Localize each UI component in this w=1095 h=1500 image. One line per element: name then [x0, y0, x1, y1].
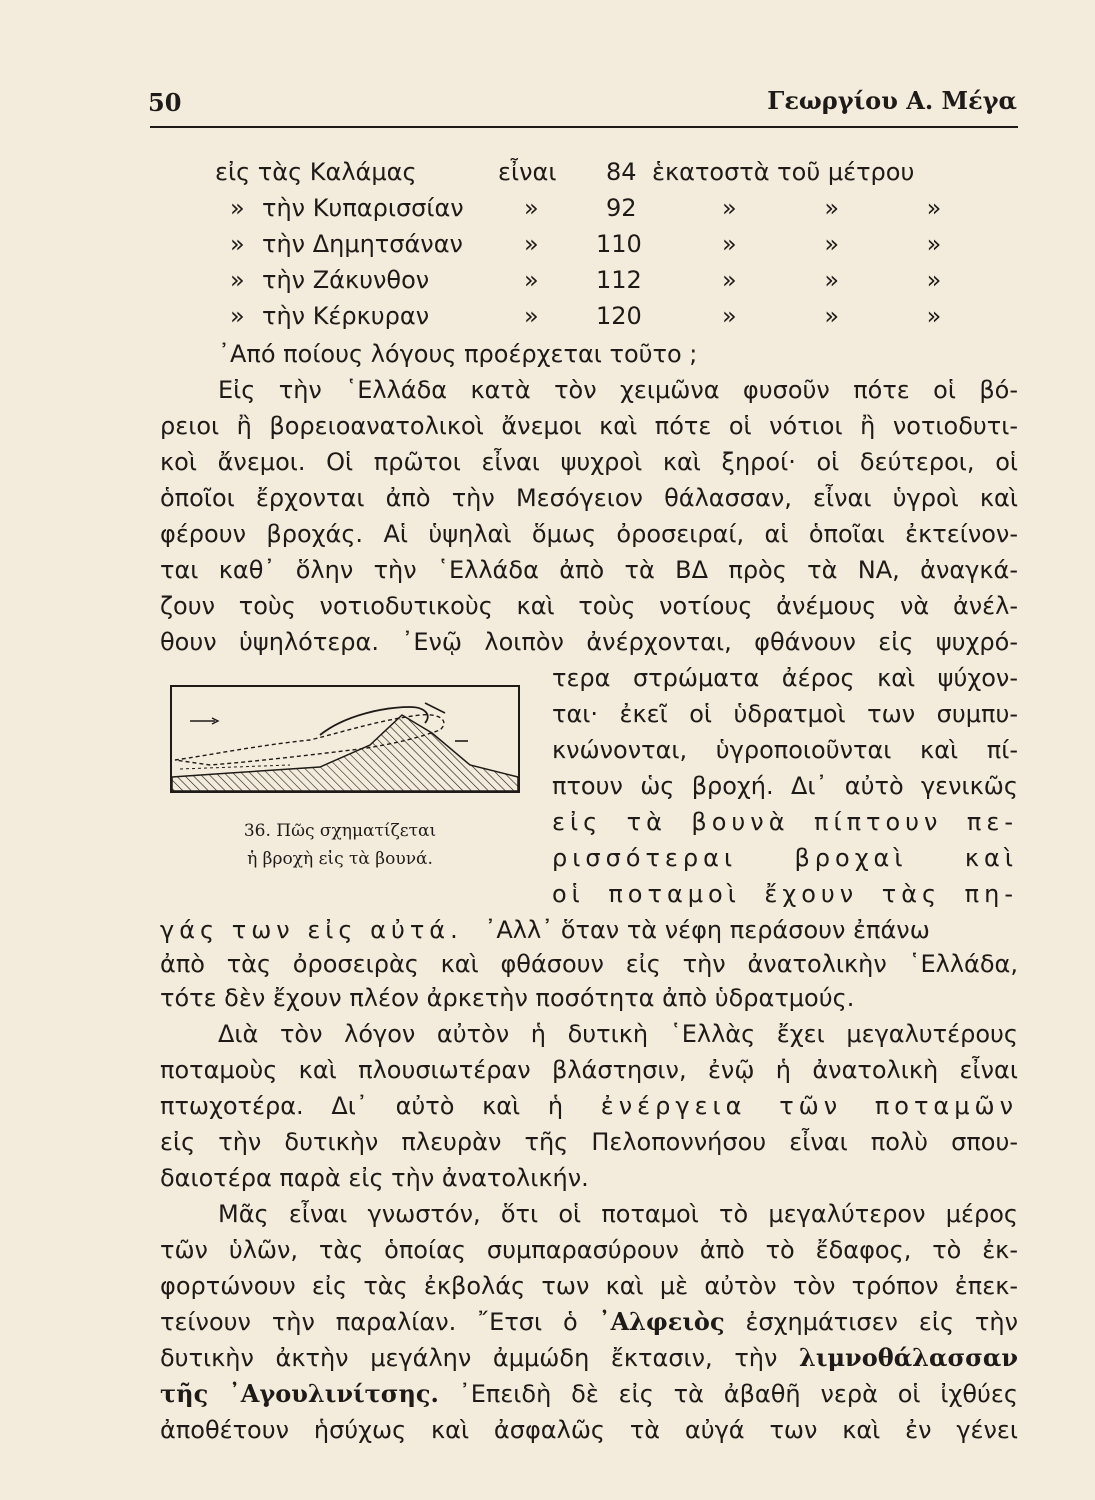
paragraph-line: ται· ἐκεῖ οἱ ὑδρατμοὶ των συμπυ- — [552, 700, 1018, 728]
table-place: εἰς τὰς Καλάμας — [215, 158, 417, 186]
paragraph-line: πτουν ὡς βροχή. Δι᾿ αὐτὸ γενικῶς — [552, 772, 1018, 800]
table-unit: » » » — [722, 266, 982, 294]
question-line: ᾿Από ποίους λόγους προέρχεται τοῦτο ; — [218, 340, 698, 368]
paragraph-line: εἰς τὰ βουνὰ πίπτουν πε- — [552, 808, 1018, 836]
paragraph-line: κοὶ ἄνεμοι. Οἱ πρῶτοι εἶναι ψυχροὶ καὶ ξηροί· οἱ δεύτεροι, οἱ — [160, 448, 1018, 476]
table-place: τὴν Κέρκυραν — [262, 302, 430, 330]
paragraph-line: ται καθ᾿ ὅλην τὴν ῾Ελλάδα ἀπὸ τὰ ΒΔ πρὸς τὰ ΝΑ, ἀναγκά- — [160, 556, 1018, 584]
table-value: 112 — [596, 266, 642, 294]
paragraph-line: ποταμοὺς καὶ πλουσιωτέραν βλάστησιν, ἐνῷ ἡ ἀνατολικὴ εἶναι — [160, 1056, 1018, 1084]
paragraph-line: δαιοτέρα παρὰ εἰς τὴν ἀνατολικήν. — [160, 1164, 589, 1192]
paragraph-line: ἀπὸ τὰς ὀροσειρὰς καὶ φθάσουν εἰς τὴν ἀνατολικὴν ῾Ελλάδα, — [160, 950, 1018, 978]
paragraph-line: ρειοι ἢ βορειοανατολικοὶ ἄνεμοι καὶ πότε οἱ νότιοι ἢ νοτιοδυτι- — [160, 412, 1018, 440]
paragraph-line: εἰς τὴν δυτικὴν πλευρὰν τῆς Πελοποννήσου εἶναι πολὺ σπου- — [160, 1128, 1018, 1156]
table-unit: » » » — [722, 194, 982, 222]
table-place: τὴν Κυπαρισσίαν — [262, 194, 464, 222]
table-unit: ἑκατοστὰ τοῦ μέτρου — [652, 158, 915, 186]
table-value: 120 — [596, 302, 642, 330]
table-value: 92 — [606, 194, 637, 222]
spaced-text: γάς των εἰς αὐτά. — [160, 916, 463, 944]
paragraph-line — [160, 1342, 1018, 1374]
table-prefix: » — [230, 230, 245, 258]
paragraph-line: Εἰς τὴν ῾Ελλάδα κατὰ τὸν χειμῶνα φυσοῦν πότε οἱ βό- — [218, 376, 1018, 404]
paragraph-text: ἐσχημάτισεν εἰς τὴν — [745, 1308, 1018, 1336]
bold-term: τῆς ᾿Αγουλινίτσης. — [160, 1379, 439, 1408]
table-verb: » — [524, 302, 539, 330]
paragraph-text: πτωχοτέρα. Δι᾿ αὐτὸ καὶ ἡ — [160, 1092, 564, 1120]
table-place: τὴν Δημητσάναν — [262, 230, 463, 258]
figure-caption-line: ἡ βροχὴ εἰς τὰ βουνά. — [247, 849, 433, 869]
table-value: 110 — [596, 230, 642, 258]
bold-term: λιμνοθάλασσαν — [799, 1343, 1018, 1372]
table-prefix: » — [230, 302, 245, 330]
table-verb: » — [524, 230, 539, 258]
table-unit: » » » — [722, 302, 982, 330]
table-prefix: » — [230, 194, 245, 222]
page-number: 50 — [148, 88, 182, 117]
paragraph-line: φέρουν βροχάς. Αἱ ὑψηλαὶ ὅμως ὀροσειραί, αἱ ὁποῖαι ἐκτείνον- — [160, 520, 1018, 548]
paragraph-line: τότε δὲν ἔχουν πλέον ἀρκετὴν ποσότητα ἀπὸ ὑδρατμούς. — [160, 984, 855, 1012]
paragraph-line — [160, 1090, 1018, 1122]
paragraph-line: ἀποθέτουν ἡσύχως καὶ ἀσφαλῶς τὰ αὐγά των καὶ ἐν γένει — [160, 1416, 1018, 1444]
paragraph-text: τείνουν τὴν παραλίαν. ῎Ετσι ὁ — [160, 1308, 578, 1336]
paragraph-line: Διὰ τὸν λόγον αὐτὸν ἡ δυτικὴ ῾Ελλὰς ἔχει μεγαλυτέρους — [218, 1020, 1018, 1048]
table-verb: » — [524, 194, 539, 222]
table-unit: » » » — [722, 230, 982, 258]
paragraph-line: τερα στρώματα ἀέρος καὶ ψύχον- — [552, 664, 1018, 692]
paragraph-text: ᾿Αλλ᾿ ὅταν τὰ νέφη περάσουν ἐπάνω — [484, 916, 930, 944]
table-verb: » — [524, 266, 539, 294]
paragraph-text: δυτικὴν ἀκτὴν μεγάλην ἀμμώδη ἔκτασιν, τὴν — [160, 1344, 778, 1372]
paragraph-line — [160, 1378, 1018, 1410]
table-place: τὴν Ζάκυνθον — [262, 266, 430, 294]
header-rule — [150, 126, 1018, 128]
paragraph-line: κνώνονται, ὑγροποιοῦνται καὶ πί- — [552, 736, 1018, 764]
running-head: Γεωργίου Α. Μέγα — [767, 86, 1017, 115]
figure-caption-line: 36. Πῶς σχηματίζεται — [243, 821, 437, 841]
spaced-text: ἐνέργεια τῶν ποταμῶν — [600, 1092, 1019, 1120]
bold-term: ᾿Αλφειὸς — [598, 1307, 725, 1336]
paragraph-line: φορτώνουν εἰς τὰς ἐκβολάς των καὶ μὲ αὐτὸν τὸν τρόπον ἐπεκ- — [160, 1272, 1018, 1300]
paragraph-line: ρισσότεραι βροχαὶ καὶ — [552, 844, 1018, 872]
paragraph-line — [160, 1306, 1018, 1338]
mountain-shape — [172, 715, 518, 791]
wind-arrow — [425, 703, 445, 713]
table-value: 84 — [606, 158, 637, 186]
table-verb: εἶναι — [498, 158, 557, 186]
paragraph-line — [160, 914, 1018, 946]
paragraph-line: ζουν τοὺς νοτιοδυτικοὺς καὶ τοὺς νοτίους ἀνέμους νὰ ἀνέλ- — [160, 592, 1018, 620]
paragraph-line: θουν ὑψηλότερα. ᾿Ενῷ λοιπὸν ἀνέρχονται, φθάνουν εἰς ψυχρό- — [160, 628, 1018, 656]
paragraph-line: οἱ ποταμοὶ ἔχουν τὰς πη- — [552, 880, 1018, 908]
table-prefix: » — [230, 266, 245, 294]
paragraph-line: ὁποῖοι ἔρχονται ἀπὸ τὴν Μεσόγειον θάλασσαν, εἶναι ὑγροὶ καὶ — [160, 484, 1018, 512]
paragraph-line: Μᾶς εἶναι γνωστόν, ὅτι οἱ ποταμοὶ τὸ μεγαλύτερον μέρος — [218, 1200, 1018, 1228]
paragraph-text: ᾿Επειδὴ δὲ εἰς τὰ ἀβαθῆ νερὰ οἱ ἰχθύες — [458, 1380, 1018, 1408]
paragraph-line: τῶν ὑλῶν, τὰς ὁποίας συμπαρασύρουν ἀπὸ τὸ ἔδαφος, τὸ ἐκ- — [160, 1236, 1018, 1264]
rain-mountain-figure — [170, 685, 520, 793]
